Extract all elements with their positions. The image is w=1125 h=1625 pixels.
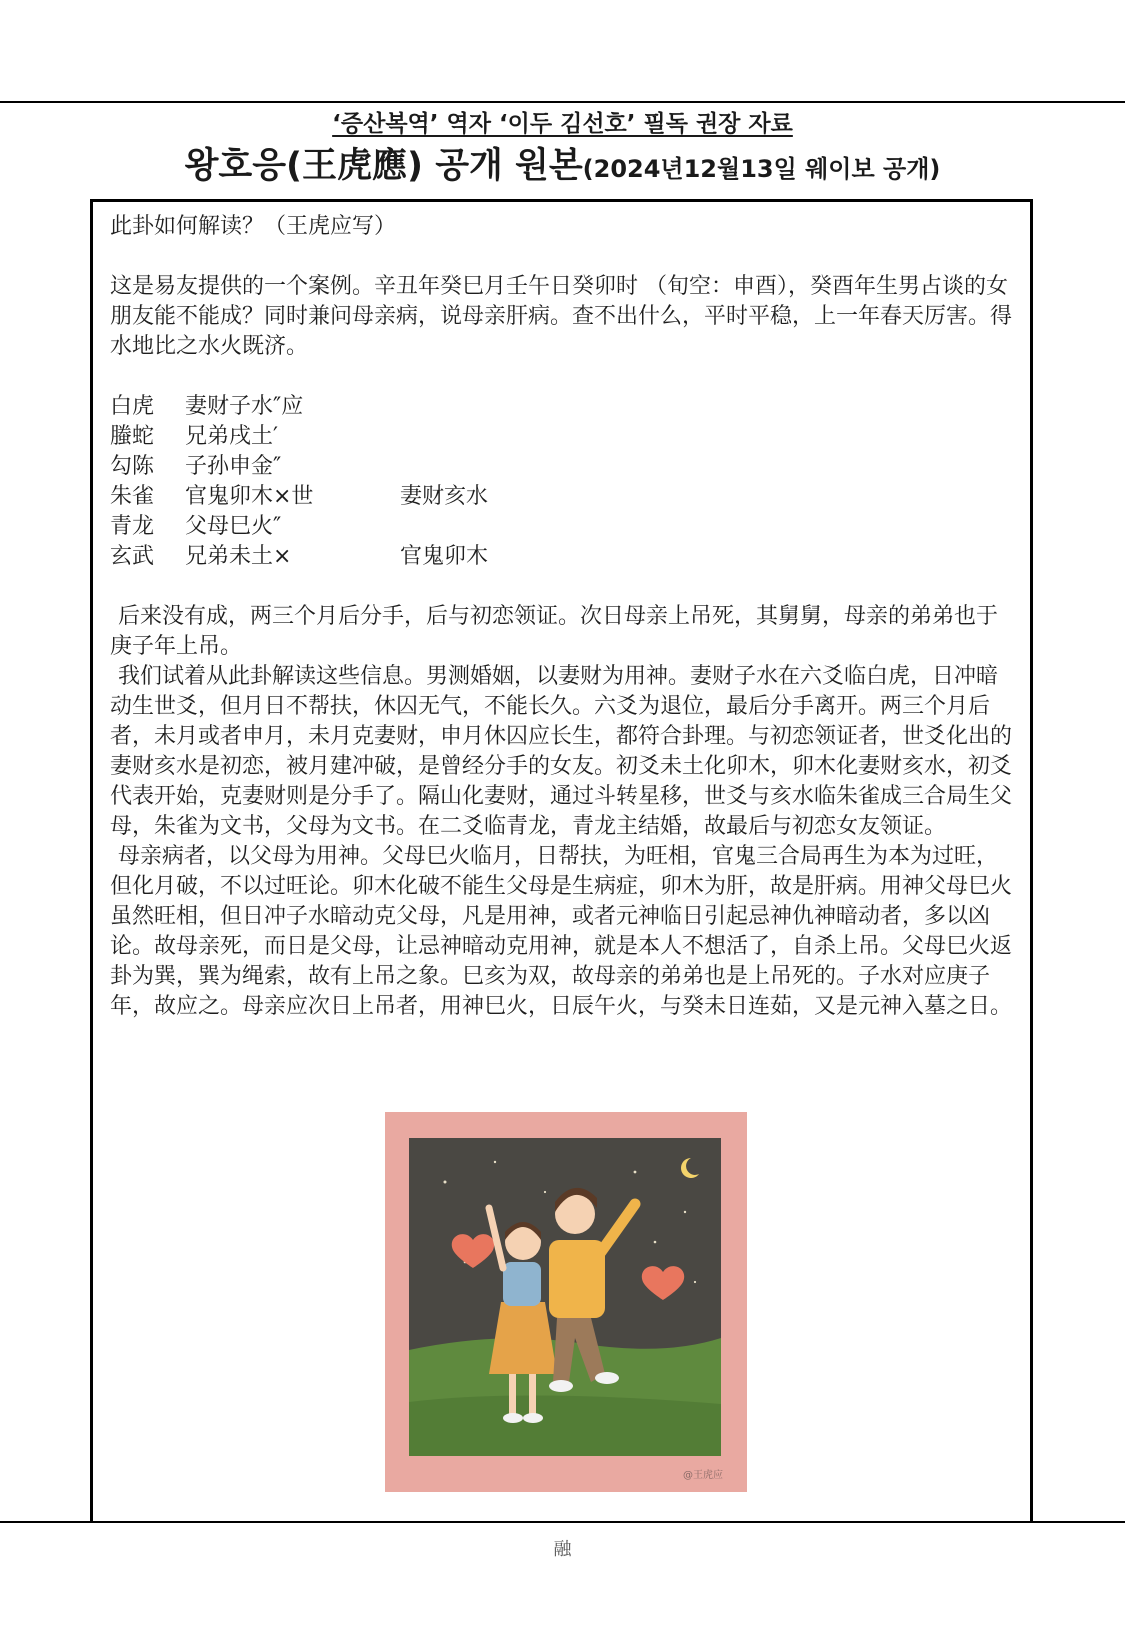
case-description: 这是易友提供的一个案例。辛丑年癸巳月壬午日癸卯时 （旬空：申酉），癸酉年生男占谈的女朋友能不能成？同时兼问母亲病，说母亲肝病。查不出什么，平时平稳，上一年春天厉害。得水地比之水火既济。 — [110, 274, 1013, 359]
line-text: 官鬼卯木×世 — [185, 484, 314, 509]
changed-line: 妻财亥水 — [400, 484, 489, 509]
changed-line — [400, 452, 1015, 482]
analysis-paragraph: 母亲病者，以父母为用神。父母巳火临月，日帮扶，为旺相，官鬼三合局再生为本为过旺，但化月破，不以过旺论。卯木化破不能生父母是生病症，卯木为肝，故是肝病。用神父母巳火虽然旺相，但日冲子水暗动克父母，凡是用神，或者元神临日引起忌神仇神暗动者，多以凶论。故母亲死，而日是父母，让忌神暗动克用神，就是本人不想活了，自杀上吊。父母巳火返卦为巽，巽为绳索，故有上吊之象。巳亥为双，故母亲的弟弟也是上吊死的。子水对应庚子年，故应之。母亲应次日上吊者，用神巳火，日辰午火，与癸未日连茹，又是元神入墓之日。 — [110, 844, 1013, 1019]
changed-line — [400, 392, 1015, 422]
line-text: 子孙申金″ — [185, 454, 282, 479]
changed-line — [400, 422, 1015, 452]
analysis-paragraph: 后来没有成，两三个月后分手，后与初恋领证。次日母亲上吊死，其舅舅，母亲的弟弟也于庚子年上吊。 — [110, 604, 999, 659]
six-spirit: 青龙 — [110, 514, 155, 539]
bottom-rule — [0, 1521, 1125, 1523]
six-spirit: 白虎 — [110, 394, 155, 419]
hexagram-table — [110, 392, 1015, 572]
title-date: (2024년12월13일 웨이보 공개) — [582, 155, 941, 183]
line-text: 兄弟戌土′ — [185, 424, 278, 449]
analysis-section — [110, 602, 1015, 1022]
question-line: 此卦如何解读？（王虎应写） — [110, 214, 397, 239]
page-title — [0, 144, 1125, 194]
footer-mark: 融 — [553, 1539, 572, 1560]
page-subtitle: ‘증산복역’ 역자 ‘이두 김선호’ 필독 권장 자료 — [332, 111, 793, 137]
hexagram-line — [110, 482, 1015, 512]
line-text: 妻财子水″应 — [185, 394, 304, 419]
line-text: 兄弟未土× — [185, 544, 292, 569]
hexagram-line — [110, 422, 1015, 452]
hexagram-line — [110, 392, 1015, 422]
article-body — [110, 212, 1015, 1022]
title-main: 왕호응(王虎應) 공개 원본 — [184, 146, 583, 186]
changed-line — [400, 512, 1015, 542]
hexagram-line — [110, 512, 1015, 542]
analysis-paragraph: 我们试着从此卦解读这些信息。男测婚姻，以妻财为用神。妻财子水在六爻临白虎，日冲暗动生世爻，但月日不帮扶，休囚无气，不能长久。六爻为退位，最后分手离开。两三个月后者，未月或者申月，未月克妻财，申月休囚应长生，都符合卦理。与初恋领证者，世爻化出的妻财亥水是初恋，被月建冲破，是曾经分手的女友。初爻未土化卯木，卯木化妻财亥水，初爻代表开始，克妻财则是分手了。隔山化妻财，通过斗转星移，世爻与亥水临朱雀成三合局生父母，朱雀为文书，父母为文书。在二爻临青龙，青龙主结婚，故最后与初恋女友领证。 — [110, 664, 1013, 839]
couple-illustration — [385, 1112, 747, 1492]
content-box — [90, 199, 1033, 1521]
illustration-watermark: @王虎应 — [683, 1470, 723, 1481]
changed-line: 官鬼卯木 — [400, 544, 489, 569]
hexagram-line — [110, 452, 1015, 482]
six-spirit: 玄武 — [110, 544, 155, 569]
six-spirit: 螣蛇 — [110, 424, 155, 449]
six-spirit: 勾陈 — [110, 454, 155, 479]
hexagram-line — [110, 542, 1015, 572]
six-spirit: 朱雀 — [110, 484, 155, 509]
top-rule — [0, 101, 1125, 103]
page-header — [0, 108, 1125, 194]
line-text: 父母巳火″ — [185, 514, 282, 539]
